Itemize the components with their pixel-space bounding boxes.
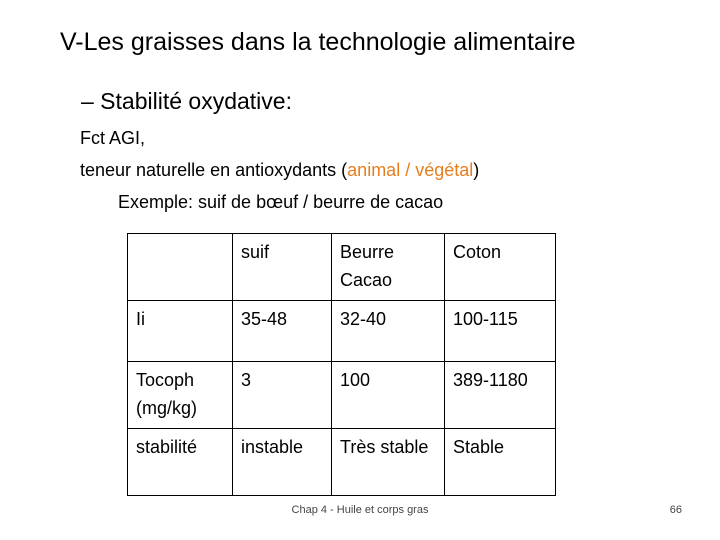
table-cell: 35-48 — [233, 301, 332, 362]
page-number: 66 — [669, 504, 682, 516]
slide-subtitle: – Stabilité oxydative: — [81, 88, 292, 114]
slide-title: V-Les graisses dans la technologie alimentaire — [60, 28, 576, 56]
slash-separator: / — [400, 160, 416, 180]
table-cell: Stable — [445, 429, 556, 496]
table-cell: 3 — [233, 362, 332, 429]
bullet-line-antioxidants — [80, 160, 479, 181]
table-cell: 389-1180 — [445, 362, 556, 429]
table-cell: instable — [233, 429, 332, 496]
table-row — [128, 301, 556, 362]
header-cell-beurre-cacao: Beurre Cacao — [332, 234, 445, 301]
animal-word: animal — [347, 160, 401, 180]
antioxidants-prefix: teneur naturelle en antioxydants ( — [80, 160, 348, 180]
bullet-line-agi: Fct AGI, — [80, 128, 146, 148]
table-cell: 32-40 — [332, 301, 445, 362]
table-cell: Très stable — [332, 429, 445, 496]
table-cell: 100-115 — [445, 301, 556, 362]
table-row — [128, 362, 556, 429]
row-label: Ii — [128, 301, 233, 362]
footer-text: Chap 4 - Huile et corps gras — [291, 504, 429, 516]
row-label: stabilité — [128, 429, 233, 496]
example-line: Exemple: suif de bœuf / beurre de cacao — [118, 192, 444, 212]
row-label: Tocoph (mg/kg) — [128, 362, 233, 429]
header-cell-empty — [128, 234, 233, 301]
vegetal-word: végétal — [415, 160, 474, 180]
comparison-table — [127, 233, 556, 496]
table-header-row — [128, 234, 556, 301]
table-cell: 100 — [332, 362, 445, 429]
table-row — [128, 429, 556, 496]
header-cell-suif: suif — [233, 234, 332, 301]
antioxidants-suffix: ) — [473, 160, 480, 180]
header-cell-coton: Coton — [445, 234, 556, 301]
